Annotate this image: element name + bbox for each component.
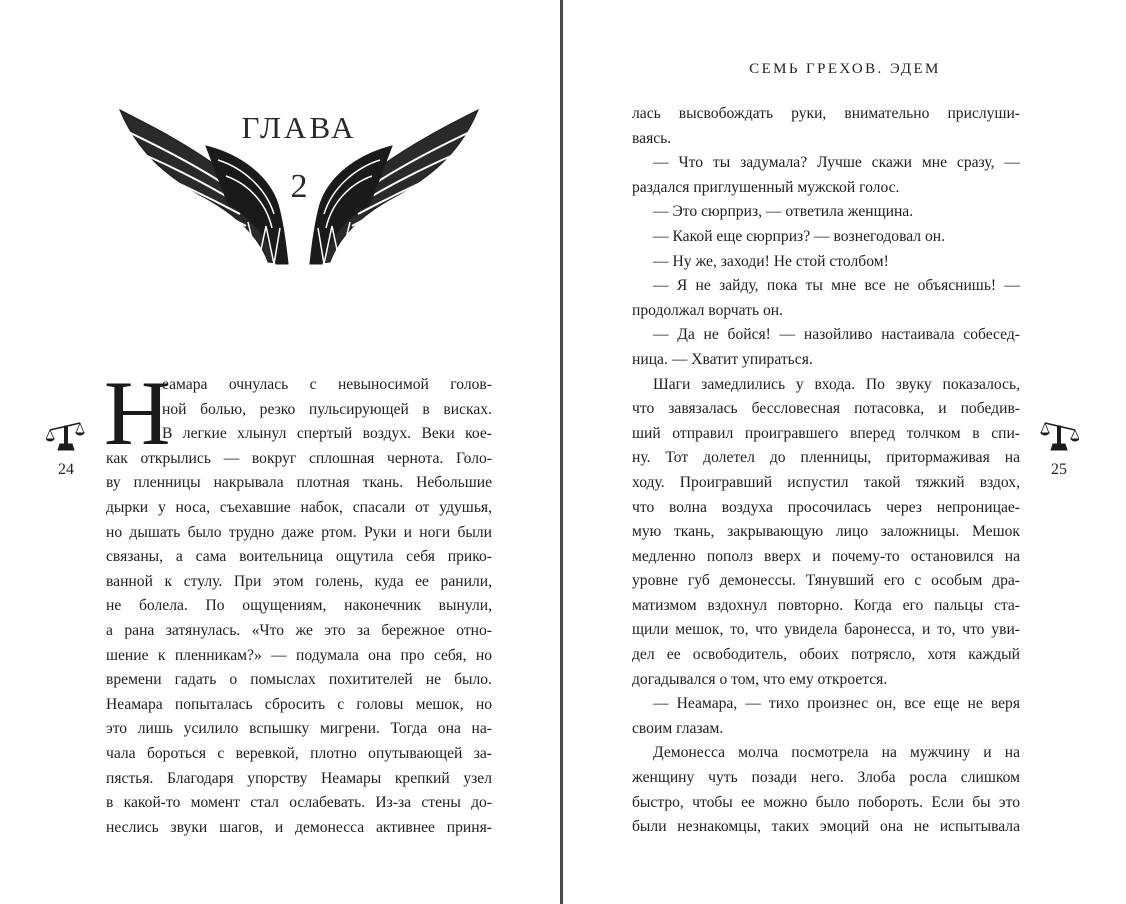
- text-line: ница. — Хватит упираться.: [632, 350, 813, 368]
- text-line: медленно пополз вверх и почему-то остановился на: [632, 547, 1020, 565]
- text-line: ву пленницы накрывала плотная ткань. Небольшие: [106, 474, 492, 492]
- text-line: чала бороться с веревкой, плотно опутывающей за-: [106, 744, 492, 762]
- text-line: еамара очнулась с невыносимой голов-: [162, 376, 492, 393]
- text-line: не болела. По ощущениям, наконечник вынули,: [106, 597, 492, 615]
- text-line: продолжал ворчать он.: [632, 301, 783, 319]
- text-line: — Какой еще сюрприз? — вознегодовал он.: [653, 227, 946, 245]
- text-line: шение к пленникам?» — подумала она про себя, но: [106, 646, 492, 664]
- text-line: Демонесса молча посмотрела на мужчину и на: [653, 744, 1020, 762]
- text-line: мую ткань, закрывающую лицо заложницы. Мешок: [632, 523, 1020, 541]
- text-line: — Да не бойся! — назойливо настаивала собесед-: [653, 326, 1020, 344]
- text-line: что завязалась бессловесная потасовка, и победив-: [632, 400, 1020, 418]
- text-line: уровне губ демонессы. Тянувший его с особым дра-: [632, 572, 1020, 590]
- right-page: [564, 0, 1126, 904]
- text-line: быстро, чтобы ее можно было побороть. Если бы это: [632, 793, 1020, 811]
- text-line: были незнакомцы, таких эмоций она не испытывала: [632, 818, 1020, 836]
- text-line: связаны, а сама воительница ощутила себя прико-: [106, 548, 492, 566]
- left-page: [0, 0, 561, 904]
- chapter-heading: [118, 104, 480, 266]
- page-number: 24: [58, 461, 74, 478]
- text-line: как открылись — вокруг сплошная чернота. Голо-: [106, 449, 492, 467]
- drop-cap: Н: [104, 362, 171, 464]
- scales-icon: [46, 418, 86, 452]
- text-line: дырки у носа, съехавшие набок, спасали от удушья,: [106, 498, 492, 516]
- text-line: своим глазам.: [632, 719, 724, 737]
- text-line: что волна воздуха просочилась через непроницае-: [632, 498, 1020, 516]
- body-text-left: [104, 362, 492, 840]
- text-line: в какой-то момент стал ослабевать. Из-за стены до-: [106, 794, 492, 812]
- text-line: — Это сюрприз, — ответила женщина.: [653, 203, 914, 221]
- text-line: матизмом вздохнул повторно. Когда его пальцы ста-: [632, 596, 1020, 614]
- book-spine-divider: [560, 0, 563, 904]
- scales-icon: [1039, 418, 1079, 452]
- text-line: а рана затянулась. «Что же это за бережное отно-: [106, 621, 492, 639]
- text-line: — Что ты задумала? Лучше скажи мне сразу, —: [653, 154, 1020, 172]
- text-line: ванной к стулу. При этом голень, куда ее ранили,: [106, 572, 492, 590]
- text-line: раздался приглушенный мужской голос.: [632, 178, 900, 196]
- text-line: ший отправил проигравшего вперед толчком в спи-: [632, 424, 1020, 442]
- running-head: СЕМЬ ГРЕХОВ. ЭДЕМ: [749, 61, 941, 77]
- text-line: но дышать было трудно даже ртом. Руки и ноги были: [106, 523, 492, 541]
- chapter-label: ГЛАВА: [241, 110, 357, 145]
- text-line: ходу. Проигравший испустил такой тяжкий вздох,: [632, 473, 1020, 491]
- text-line: это лишь усилило вспышку мигрени. Тогда она на-: [106, 720, 492, 738]
- text-line: — Я не зайду, пока ты мне все не объяснишь! —: [653, 277, 1020, 295]
- text-line: Неамара попыталась сбросить с головы мешок, но: [106, 695, 492, 713]
- body-text-right: [632, 102, 1020, 840]
- folio-left: [36, 418, 96, 479]
- folio-right: [1029, 418, 1089, 479]
- text-line: ну. Тот долетел до пленницы, притормаживая на: [632, 449, 1020, 467]
- text-line: дел ее освободитель, обоих потрясло, хотя каждый: [632, 646, 1020, 664]
- text-line: щили мешок, то, что увидела баронесса, и то, что уви-: [632, 621, 1020, 639]
- text-line: неслись звуки шагов, и демонесса активнее приня-: [106, 818, 492, 836]
- text-line: В легкие хлынул спертый воздух. Веки кое-: [162, 425, 492, 443]
- text-line: Шаги замедлились у входа. По звуку показалось,: [653, 375, 1020, 393]
- text-line: ной болью, резко пульсирующей в висках.: [162, 400, 492, 418]
- text-line: женщину чуть позади него. Злоба росла слишком: [632, 769, 1020, 787]
- text-line: лась высвобождать руки, внимательно прислуши-: [632, 105, 1020, 122]
- text-line: времени гадать о помыслах похитителей не было.: [106, 671, 492, 689]
- text-line: — Неамара, — тихо произнес он, все еще не веря: [653, 695, 1020, 713]
- chapter-number: 2: [290, 168, 308, 205]
- text-line: догадывался о том, что ему откроется.: [632, 670, 888, 688]
- text-line: пястья. Благодаря упорству Неамары крепкий узел: [106, 769, 492, 787]
- page-number: 25: [1051, 461, 1067, 478]
- text-line: ваясь.: [632, 129, 672, 147]
- text-line: — Ну же, заходи! Не стой столбом!: [653, 252, 889, 270]
